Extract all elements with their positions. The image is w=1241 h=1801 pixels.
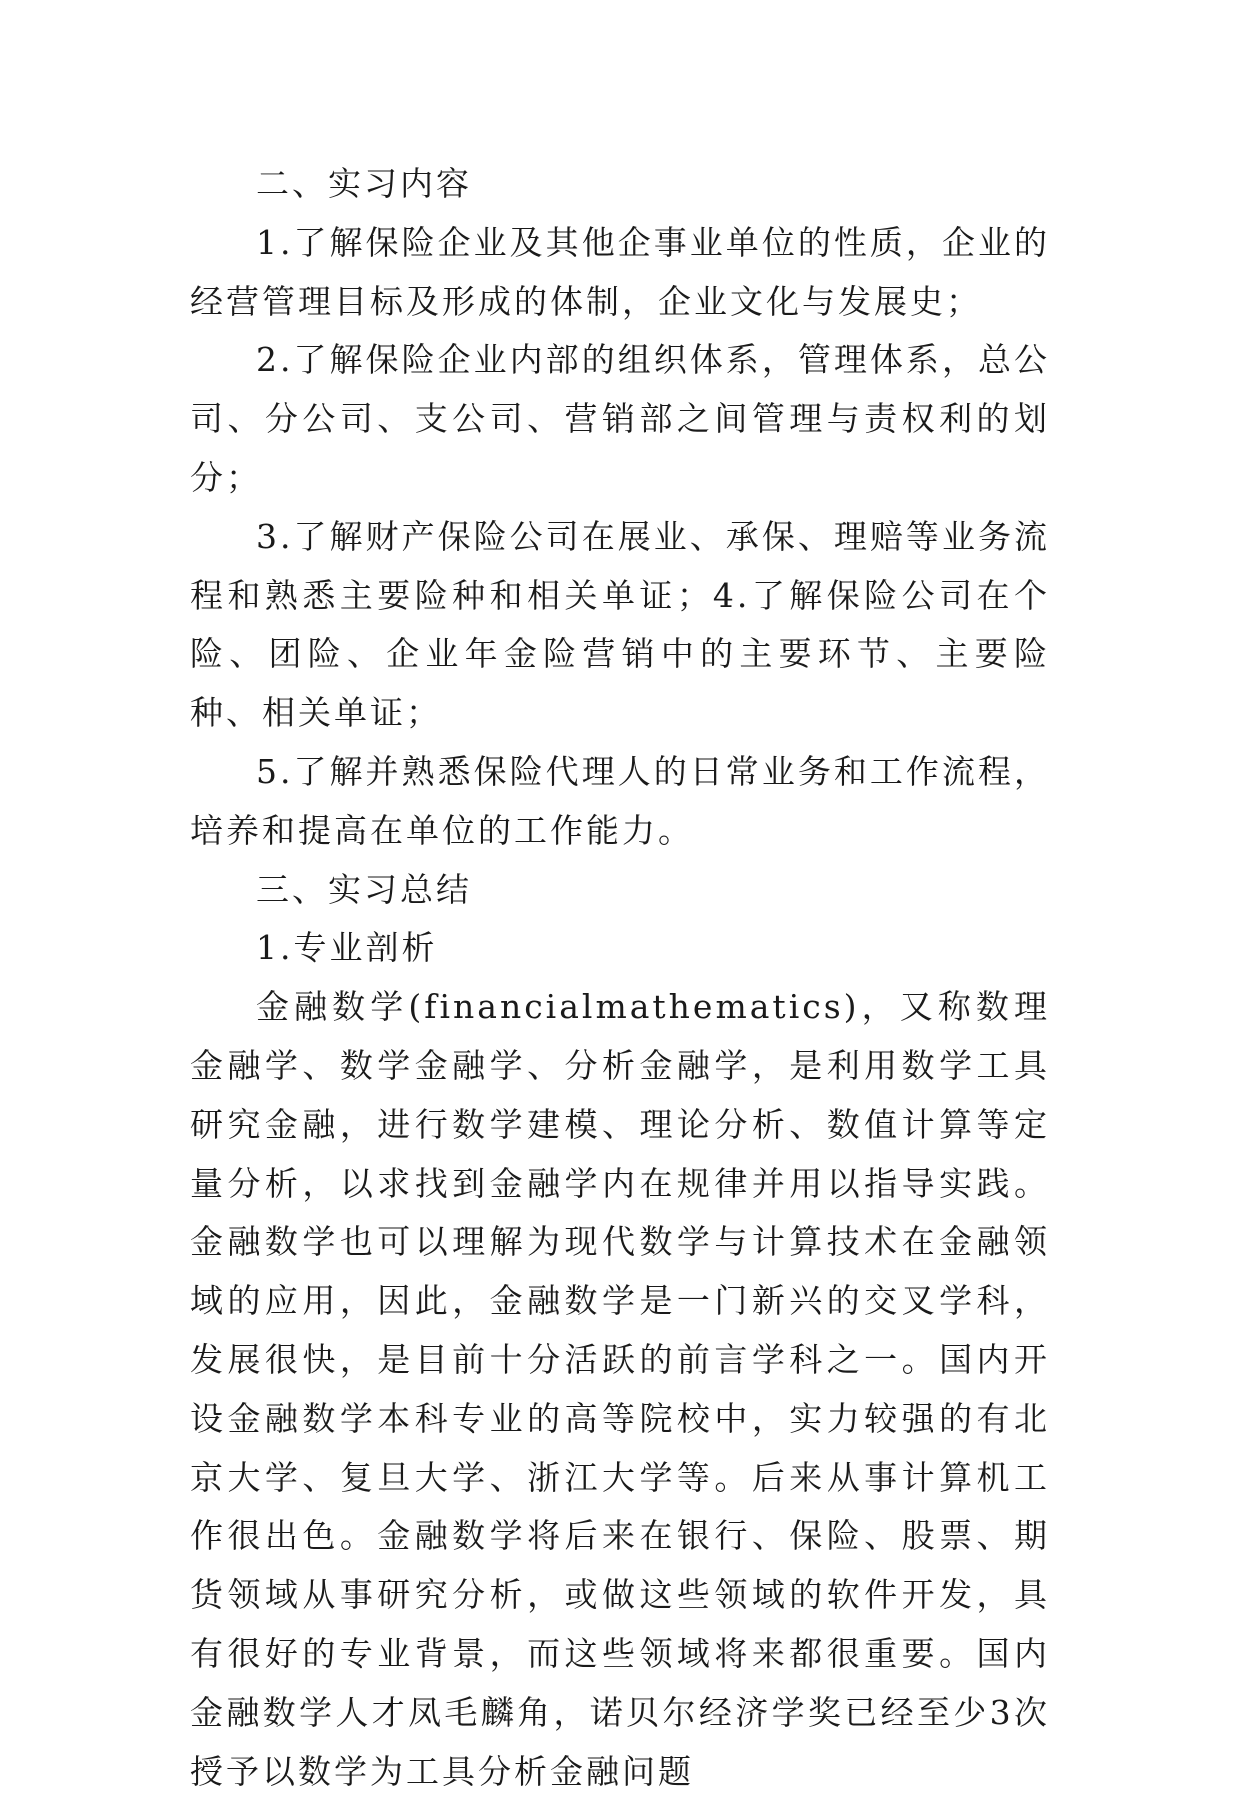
- list-item: 5.了解并熟悉保险代理人的日常业务和工作流程，培养和提高在单位的工作能力。: [190, 751, 1050, 850]
- document-page: [190, 155, 1050, 1801]
- section-heading-internship-summary: 三、实习总结: [256, 869, 472, 909]
- list-item: 2.了解保险企业内部的组织体系，管理体系，总公司、分公司、支公司、营销部之间管理与责权利的划分；: [190, 340, 1050, 497]
- list-item: 1.了解保险企业及其他企事业单位的性质，企业的经营管理目标及形成的体制，企业文化与发展史；: [190, 222, 1050, 321]
- subheading-major-analysis: 1.专业剖析: [256, 928, 438, 968]
- body-paragraph: 金融数学(financialmathematics)，又称数理金融学、数学金融学、分析金融学，是利用数学工具研究金融，进行数学建模、理论分析、数值计算等定量分析，以求找到金融学内在规律并用以指导实践。金融数学也可以理解为现代数学与计算技术在金融领域的应用，因此，金融数学是一门新兴的交叉学科，发展很快，是目前十分活跃的前言学科之一。国内开设金融数学本科专业的高等院校中，实力较强的有北京大学、复旦大学、浙江大学等。后来从事计算机工作很出色。金融数学将后来在银行、保险、股票、期货领域从事研究分析，或做这些领域的软件开发，具有很好的专业背景，而这些领域将来都很重要。国内金融数学人才凤毛麟角，诺贝尔经济学奖已经至少3次授予以数学为工具分析金融问题: [190, 987, 1050, 1791]
- list-item: 3.了解财产保险公司在展业、承保、理赔等业务流程和熟悉主要险种和相关单证；4.了解保险公司在个险、团险、企业年金险营销中的主要环节、主要险种、相关单证；: [190, 516, 1050, 733]
- section-heading-internship-content: 二、实习内容: [256, 164, 472, 203]
